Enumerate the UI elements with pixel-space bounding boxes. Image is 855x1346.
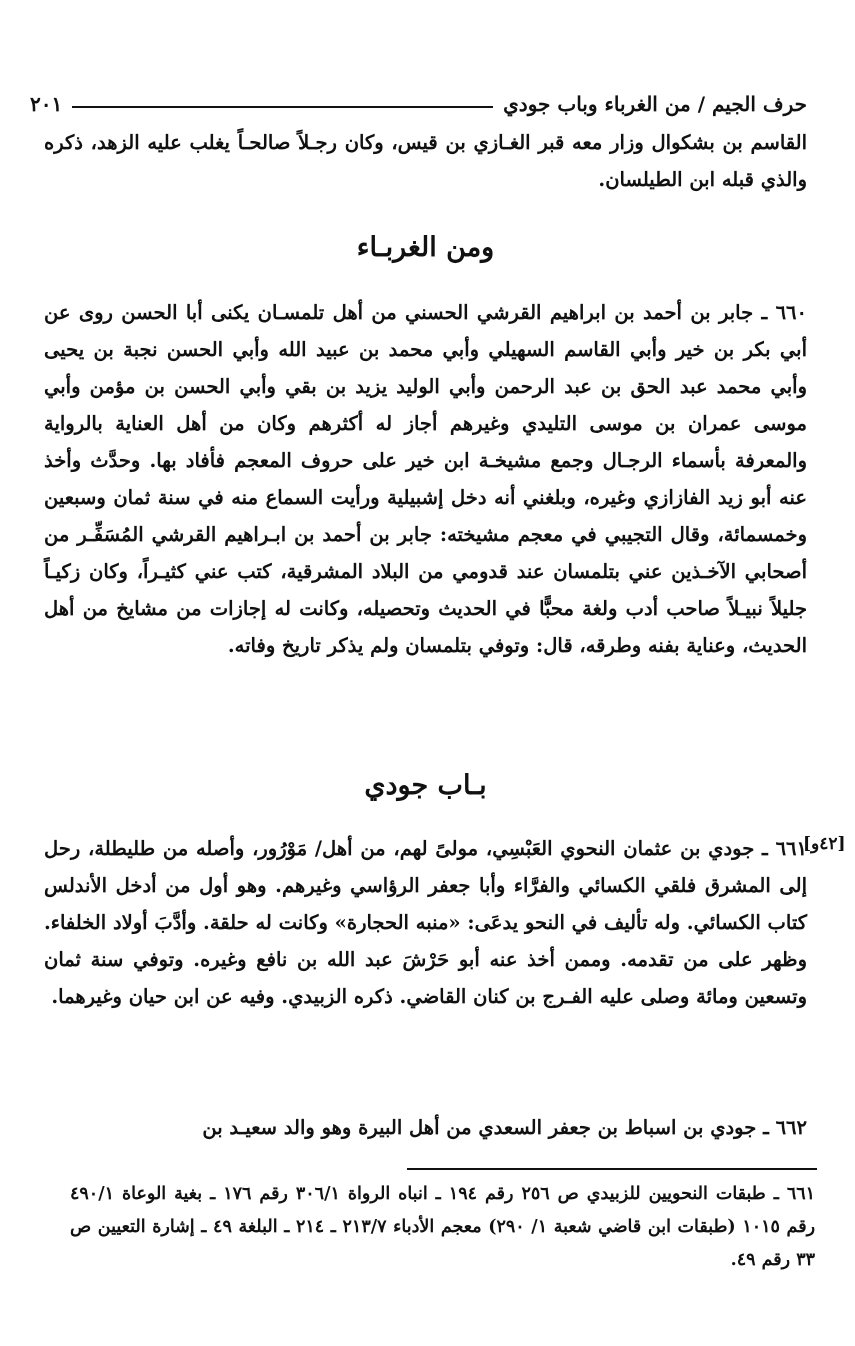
section-heading-judi: بـاب جودي — [364, 770, 487, 801]
intro-paragraph: القاسم بن بشكوال وزار معه قبر الغـازي بن قيس، وكان رجـلاً صالحـاً يغلب عليه الزهد، ذكره والذي قبله ابن الطيلسان. — [44, 131, 807, 191]
footnote-rule — [407, 1168, 817, 1170]
running-header — [30, 80, 807, 116]
entry-662: ٦٦٢ ـ جودي بن اسباط بن جعفر السعدي من أهل البيرة وهو والد سعيـد بن — [202, 1116, 807, 1139]
header-title: حرف الجيم / من الغرباء وباب جودي — [503, 92, 807, 116]
manuscript-folio-note: [٤٢و] — [803, 834, 846, 854]
entry-660: ٦٦٠ ـ جابر بن أحمد بن ابراهيم القرشي الحسني من أهل تلمسـان يكنى أبا الحسن روى عن أبي بكر بن خير وأبي القاسم السهيلي وأبي محمد بن عبيد الله وأبي الحسن نجبة بن يحيى وأبي محمد عبد الحق بن عبد الرحمن وأبي الوليد يزيد بن بقي وأبي الحسن بن مؤمن وأبي موسى عمران بن موسى التليدي وغيرهم أجاز له أكثرهم وكان من أهل العناية بالرواية والمعرفة بأسماء الرجـال وجمع مشيخـة ابن خير على حروف المعجم فأفاد بها. وحدَّث وأخذ عنه أبو زيد الفازازي وغيره، وبلغني أنه دخل إشبيلية ورأيت السماع منه في سنة ثمان وسبعين وخمسمائة، وقال التجيبي في معجم مشيخته: جابر بن أحمد بن ابـراهيم القرشي المُسَفِّـر من أصحابي الآخـذين عني بتلمسان عند قدومي من البلاد المشرقية، كتب عني كثيـراً، وكان زكيـاً جليلاً نبيـلاً صاحب أدب ولغة محبًّا في الحديث وتحصيله، وكانت له إجازات من مشايخ من أهل الحديث، وعناية بفنه وطرقه، قال: وتوفي بتلمسان ولم يذكر تاريخ وفاته. — [44, 301, 807, 657]
footnotes: ٦٦١ ـ طبقات النحويين للزبيدي ص ٢٥٦ رقم ١٩٤ ـ انباه الرواة ٣٠٦/١ رقم ١٧٦ ـ بغية الوعاة ٤٩٠/١ رقم ١٠١٥ (طبقات ابن قاضي شعبة ١/ ٢٩٠) معجم الأدباء ٢١٣/٧ ـ ٢١٤ ـ البلغة ٤٩ ـ إشارة التعيين ص ٣٣ رقم ٤٩. — [70, 1184, 816, 1270]
header-rule — [72, 106, 493, 108]
section-heading-strangers: ومن الغربـاء — [356, 232, 495, 263]
entry-661: ٦٦١ ـ جودي بن عثمان النحوي العَبْسِي، مولىً لهم، من أهل/ مَوْرُور، وأصله من طليطلة، رحل إلى المشرق فلقي الكسائي والفرَّاء وأبا جعفر الرؤاسي وغيرهم. وهو أول من أدخل الأندلس كتاب الكسائي. وله تأليف في النحو يدعَى: «منبه الحجارة» وكانت له حلقة. وأدَّبَ أولاد الخلفاء. وظهر على من تقدمه. وممن أخذ عنه أبو حَرْشَ عبد الله بن نافع وغيره. وتوفي سنة ثمان وتسعين ومائة وصلى عليه الفـرج بن كنان القاضي. ذكره الزبيدي. وفيه عن ابن حيان وغيرهما. — [44, 837, 807, 1008]
page-number: ٢٠١ — [30, 92, 63, 116]
